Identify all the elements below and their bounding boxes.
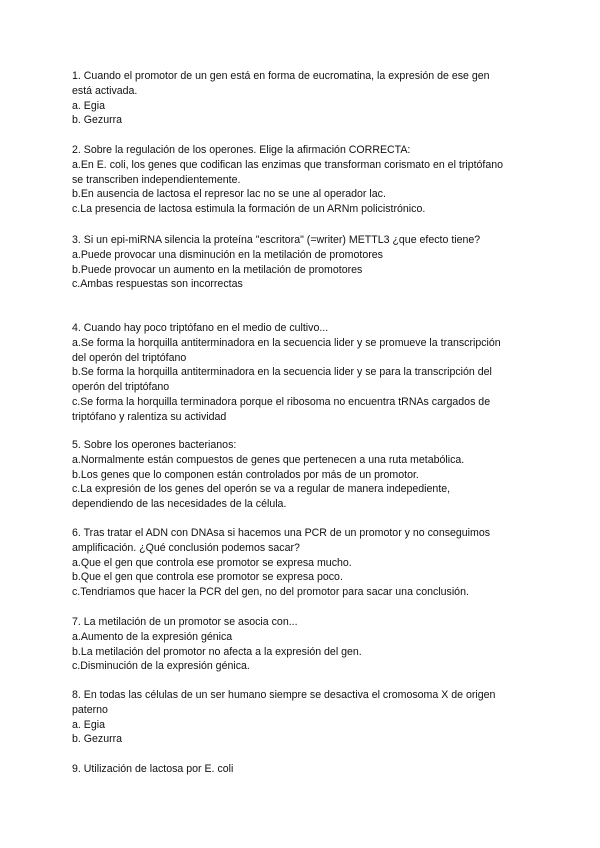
question-3 [72, 233, 534, 292]
question-5-text: 5. Sobre los operones bacterianos: [72, 439, 237, 451]
question-8-option-a: a. Egia [72, 718, 105, 731]
question-7-option-a: a.Aumento de la expresión génica [72, 630, 233, 643]
question-8-text-cont: paterno [72, 703, 108, 716]
question-1-text-cont: está activada. [72, 84, 138, 97]
question-7 [72, 615, 534, 674]
question-4 [72, 321, 534, 425]
question-6 [72, 526, 534, 600]
question-3-option-b: b.Puede provocar un aumento en la metilación de promotores [72, 263, 363, 276]
question-9 [72, 762, 534, 777]
question-5-option-c: c.La expresión de los genes del operón se va a regular de manera indepediente, [72, 483, 451, 496]
question-9-text: 9. Utilización de lactosa por E. coli [72, 763, 234, 775]
question-5-option-b: b.Los genes que lo componen están controlados por más de un promotor. [72, 468, 419, 481]
question-1-option-b: b. Gezurra [72, 114, 123, 127]
question-4-option-a: a.Se forma la horquilla antiterminadora en la secuencia lider y se promueve la transcripción [72, 336, 501, 349]
question-4-text: 4. Cuando hay poco triptófano en el medio de cultivo... [72, 322, 329, 334]
question-6-text-cont: amplificación. ¿Qué conclusión podemos sacar? [72, 541, 300, 554]
question-1-text: 1. Cuando el promotor de un gen está en forma de eucromatina, la expresión de ese gen [72, 70, 490, 82]
question-2-option-a-cont: se transcriben independientemente. [72, 173, 241, 186]
question-5 [72, 438, 534, 512]
question-2-option-c: c.La presencia de lactosa estimula la formación de un ARNm policistrónico. [72, 203, 426, 216]
question-3-option-c: c.Ambas respuestas son incorrectas [72, 278, 243, 291]
question-2-text: 2. Sobre la regulación de los operones. Elige la afirmación CORRECTA: [72, 144, 411, 156]
question-4-option-b-cont: operón del triptófano [72, 381, 170, 394]
question-4-option-c: c.Se forma la horquilla terminadora porque el ribosoma no encuentra tRNAs cargados de [72, 395, 491, 408]
question-8-text: 8. En todas las células de un ser humano siempre se desactiva el cromosoma X de origen [72, 689, 496, 701]
question-8-option-b: b. Gezurra [72, 733, 123, 746]
question-3-text: 3. Si un epi-miRNA silencia la proteína "escritora" (=writer) METTL3 ¿que efecto tiene? [72, 234, 481, 246]
question-5-option-a: a.Normalmente están compuestos de genes que pertenecen a una ruta metabólica. [72, 453, 465, 466]
question-5-option-c-cont: dependiendo de las necesidades de la célula. [72, 498, 287, 511]
question-4-option-a-cont: del operón del triptófano [72, 351, 187, 364]
question-6-option-a: a.Que el gen que controla ese promotor se expresa mucho. [72, 556, 352, 569]
question-2-option-b: b.En ausencia de lactosa el represor lac no se une al operador lac. [72, 188, 386, 201]
question-8 [72, 688, 534, 747]
question-7-text: 7. La metilación de un promotor se asocia con... [72, 616, 298, 628]
question-4-option-b: b.Se forma la horquilla antiterminadora en la secuencia lider y se para la transcripción del [72, 366, 492, 379]
question-6-option-b: b.Que el gen que controla ese promotor se expresa poco. [72, 571, 343, 584]
question-7-option-b: b.La metilación del promotor no afecta a la expresión del gen. [72, 645, 362, 658]
question-7-option-c: c.Disminución de la expresión génica. [72, 660, 250, 673]
question-1-option-a: a. Egia [72, 99, 105, 112]
question-2-option-a: a.En E. coli, los genes que codifican las enzimas que transforman corismato en el triptófano [72, 158, 504, 171]
question-2 [72, 143, 534, 217]
question-6-text: 6. Tras tratar el ADN con DNAsa si hacemos una PCR de un promotor y no conseguimos [72, 527, 491, 539]
question-4-option-c-cont: triptófano y ralentiza su actividad [72, 410, 227, 423]
question-6-option-c: c.Tendriamos que hacer la PCR del gen, no del promotor para sacar una conclusión. [72, 586, 469, 599]
question-1 [72, 69, 534, 128]
question-3-option-a: a.Puede provocar una disminución en la metilación de promotores [72, 248, 383, 261]
